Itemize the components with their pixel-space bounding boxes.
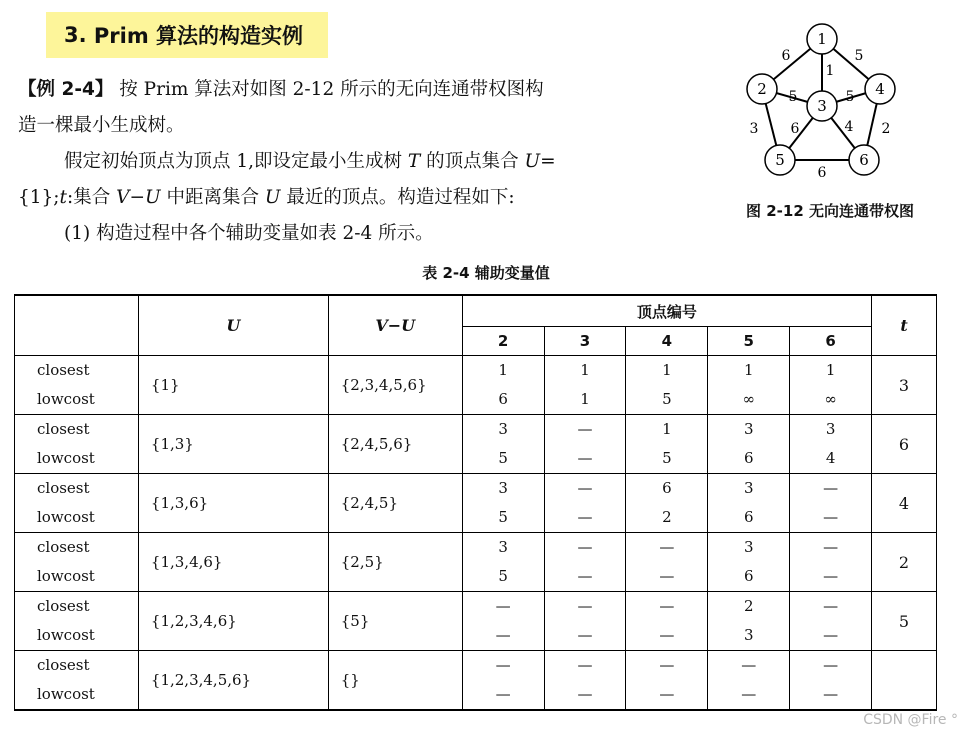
figure-caption: 图 2-12 无向连通带权图 xyxy=(746,202,914,220)
header-vertex-2: 2 xyxy=(462,327,544,356)
cell-vertex-6 xyxy=(790,533,872,592)
cell-vertex-3 xyxy=(544,356,626,415)
cell-U: {1} xyxy=(138,356,328,415)
label-closest: closest xyxy=(37,479,90,497)
weight-4-6: 2 xyxy=(881,121,891,137)
lowcost-value: 1 xyxy=(580,390,590,408)
para-line-3a: 假定初始顶点为顶点 1,即设定最小生成树 xyxy=(64,151,408,172)
cell-vertex-6 xyxy=(790,415,872,474)
label-closest: closest xyxy=(37,656,90,674)
cell-vertex-5 xyxy=(708,415,790,474)
section-title: Prim 算法的构造实例 xyxy=(93,24,304,48)
lowcost-value: — xyxy=(577,567,593,585)
closest-value: — xyxy=(823,538,839,556)
closest-value: — xyxy=(577,538,593,556)
para-line-5: (1) 构造过程中各个辅助变量如表 2-4 所示。 xyxy=(64,223,434,244)
label-closest: closest xyxy=(37,420,90,438)
lowcost-value: — xyxy=(495,626,511,644)
cell-vertex-5 xyxy=(708,533,790,592)
cell-vertex-6 xyxy=(790,592,872,651)
lowcost-value: 5 xyxy=(662,390,672,408)
closest-value: — xyxy=(823,597,839,615)
symbol-U-3: U xyxy=(264,187,281,208)
cell-vertex-2 xyxy=(462,651,544,711)
cell-U: {1,3,6} xyxy=(138,474,328,533)
cell-t: 5 xyxy=(872,592,937,651)
lowcost-value: — xyxy=(823,508,839,526)
weight-2-3: 5 xyxy=(788,89,798,105)
closest-value: 3 xyxy=(743,420,754,438)
vertex-label-3: 3 xyxy=(817,97,827,115)
cell-vertex-3 xyxy=(544,592,626,651)
cell-t: 2 xyxy=(872,533,937,592)
closest-value: — xyxy=(741,656,757,674)
label-lowcost: lowcost xyxy=(37,567,95,585)
symbol-U: U xyxy=(524,151,541,172)
header-V-minus-U: V−U xyxy=(328,295,462,356)
lowcost-value: 3 xyxy=(743,626,754,644)
cell-t: 4 xyxy=(872,474,937,533)
cell-vertex-5 xyxy=(708,356,790,415)
cell-vertex-4 xyxy=(626,356,708,415)
label-closest: closest xyxy=(37,597,90,615)
lowcost-value: — xyxy=(577,508,593,526)
table-row xyxy=(15,415,937,474)
closest-value: — xyxy=(659,538,675,556)
lowcost-value: — xyxy=(577,449,593,467)
cell-vertex-2 xyxy=(462,356,544,415)
lowcost-value: ∞ xyxy=(824,390,837,408)
row-labels xyxy=(15,651,139,711)
closest-value: 3 xyxy=(743,479,754,497)
row-labels xyxy=(15,356,139,415)
example-paragraph xyxy=(18,72,708,252)
symbol-t: t xyxy=(59,187,67,208)
lowcost-value: — xyxy=(577,685,593,703)
cell-vertex-2 xyxy=(462,533,544,592)
closest-value: 3 xyxy=(498,479,508,497)
weight-5-6: 6 xyxy=(817,165,827,181)
cell-vertex-3 xyxy=(544,533,626,592)
example-tag: 【例 2-4】 xyxy=(18,79,114,100)
lowcost-value: — xyxy=(741,685,757,703)
cell-vertex-2 xyxy=(462,415,544,474)
closest-value: 1 xyxy=(580,361,590,379)
row-labels xyxy=(15,415,139,474)
row-labels xyxy=(15,592,139,651)
symbol-U-2: U xyxy=(145,187,161,208)
cell-vertex-6 xyxy=(790,651,872,711)
lowcost-value: 6 xyxy=(743,449,754,467)
watermark: CSDN @Fire ° xyxy=(863,712,958,728)
closest-value: — xyxy=(577,656,593,674)
closest-value: — xyxy=(823,479,839,497)
label-lowcost: lowcost xyxy=(37,390,95,408)
vertex-label-1: 1 xyxy=(817,30,827,48)
para-line-4e: 最近的顶点。构造过程如下: xyxy=(280,187,515,208)
section-number: 3. xyxy=(64,23,87,47)
table-row xyxy=(15,356,937,415)
label-closest: closest xyxy=(37,361,90,379)
weight-1-2: 6 xyxy=(781,48,791,64)
cell-t: 6 xyxy=(872,415,937,474)
cell-vertex-6 xyxy=(790,356,872,415)
para-line-3b: 的顶点集合 xyxy=(420,151,525,172)
cell-U: {1,3,4,6} xyxy=(138,533,328,592)
cell-vertex-5 xyxy=(708,651,790,711)
label-closest: closest xyxy=(37,538,90,556)
header-t: t xyxy=(872,295,937,356)
header-vertex-5: 5 xyxy=(708,327,790,356)
closest-value: 3 xyxy=(498,420,508,438)
cell-t: 3 xyxy=(872,356,937,415)
para-line-4a: {1}; xyxy=(18,187,60,208)
lowcost-value: — xyxy=(495,685,511,703)
cell-V-minus-U: {2,4,5,6} xyxy=(328,415,462,474)
cell-V-minus-U: {5} xyxy=(328,592,462,651)
lowcost-value: — xyxy=(823,685,839,703)
header-blank xyxy=(15,295,139,356)
lowcost-value: 2 xyxy=(662,508,672,526)
cell-vertex-4 xyxy=(626,651,708,711)
vertex-label-6: 6 xyxy=(859,151,869,169)
lowcost-value: ∞ xyxy=(742,390,755,408)
closest-value: 3 xyxy=(498,538,508,556)
closest-value: 1 xyxy=(743,361,754,379)
lowcost-value: — xyxy=(577,626,593,644)
label-lowcost: lowcost xyxy=(37,685,95,703)
header-vertex-4: 4 xyxy=(626,327,708,356)
closest-value: 2 xyxy=(743,597,754,615)
row-labels xyxy=(15,533,139,592)
vertex-label-2: 2 xyxy=(757,80,767,98)
closest-value: — xyxy=(823,656,839,674)
closest-value: — xyxy=(659,597,675,615)
label-lowcost: lowcost xyxy=(37,508,95,526)
closest-value: — xyxy=(577,597,593,615)
lowcost-value: 5 xyxy=(498,449,508,467)
cell-vertex-3 xyxy=(544,474,626,533)
cell-vertex-4 xyxy=(626,474,708,533)
cell-vertex-2 xyxy=(462,592,544,651)
lowcost-value: 4 xyxy=(825,449,836,467)
cell-vertex-4 xyxy=(626,533,708,592)
table-caption: 表 2-4 辅助变量值 xyxy=(422,264,550,282)
row-labels xyxy=(15,474,139,533)
closest-value: 3 xyxy=(743,538,754,556)
cell-vertex-2 xyxy=(462,474,544,533)
table-row xyxy=(15,592,937,651)
weight-2-5: 3 xyxy=(749,121,759,137)
cell-V-minus-U: {2,4,5} xyxy=(328,474,462,533)
label-lowcost: lowcost xyxy=(37,626,95,644)
auxiliary-variable-table xyxy=(14,294,937,711)
header-vertex-number: 顶点编号 xyxy=(462,295,871,327)
closest-value: — xyxy=(577,479,593,497)
cell-U: {1,2,3,4,5,6} xyxy=(138,651,328,711)
header-vertex-6: 6 xyxy=(790,327,872,356)
closest-value: 1 xyxy=(662,361,672,379)
closest-value: 1 xyxy=(498,361,508,379)
closest-value: 1 xyxy=(662,420,672,438)
section-heading xyxy=(46,12,328,58)
label-lowcost: lowcost xyxy=(37,449,95,467)
vertex-label-5: 5 xyxy=(775,151,785,169)
cell-U: {1,2,3,4,6} xyxy=(138,592,328,651)
lowcost-value: — xyxy=(823,567,839,585)
para-line-2: 造一棵最小生成树。 xyxy=(18,115,185,136)
lowcost-value: 6 xyxy=(743,567,754,585)
para-line-3c: = xyxy=(540,151,556,172)
lowcost-value: 5 xyxy=(662,449,672,467)
weight-1-4: 5 xyxy=(854,48,864,64)
lowcost-value: 5 xyxy=(498,508,508,526)
para-line-1: 按 Prim 算法对如图 2-12 所示的无向连通带权图构 xyxy=(119,79,544,100)
header-U: U xyxy=(138,295,328,356)
lowcost-value: — xyxy=(659,567,675,585)
cell-vertex-6 xyxy=(790,474,872,533)
cell-t xyxy=(872,651,937,711)
header-vertex-3: 3 xyxy=(544,327,626,356)
cell-vertex-4 xyxy=(626,415,708,474)
lowcost-value: — xyxy=(659,685,675,703)
closest-value: — xyxy=(495,597,511,615)
para-line-4c: − xyxy=(129,187,145,208)
weight-1-3: 1 xyxy=(825,63,835,79)
closest-value: 1 xyxy=(825,361,836,379)
weight-3-5: 6 xyxy=(790,121,800,137)
cell-vertex-5 xyxy=(708,474,790,533)
closest-value: 3 xyxy=(825,420,836,438)
cell-V-minus-U: {2,5} xyxy=(328,533,462,592)
symbol-T: T xyxy=(407,151,421,172)
lowcost-value: 5 xyxy=(498,567,508,585)
table-row xyxy=(15,651,937,711)
symbol-V: V xyxy=(116,187,130,208)
closest-value: 6 xyxy=(662,479,672,497)
para-line-4b: :集合 xyxy=(66,187,117,208)
cell-vertex-5 xyxy=(708,592,790,651)
cell-U: {1,3} xyxy=(138,415,328,474)
para-line-4d: 中距离集合 xyxy=(160,187,265,208)
weight-3-6: 4 xyxy=(844,119,854,135)
closest-value: — xyxy=(577,420,593,438)
cell-V-minus-U: {2,3,4,5,6} xyxy=(328,356,462,415)
weighted-graph xyxy=(722,14,952,200)
lowcost-value: 6 xyxy=(498,390,508,408)
cell-vertex-4 xyxy=(626,592,708,651)
weight-3-4: 5 xyxy=(845,89,855,105)
table-row xyxy=(15,533,937,592)
closest-value: — xyxy=(659,656,675,674)
closest-value: — xyxy=(495,656,511,674)
lowcost-value: 6 xyxy=(743,508,754,526)
vertex-label-4: 4 xyxy=(875,80,885,98)
cell-V-minus-U: {} xyxy=(328,651,462,711)
table-row xyxy=(15,474,937,533)
lowcost-value: — xyxy=(659,626,675,644)
cell-vertex-3 xyxy=(544,651,626,711)
cell-vertex-3 xyxy=(544,415,626,474)
lowcost-value: — xyxy=(823,626,839,644)
